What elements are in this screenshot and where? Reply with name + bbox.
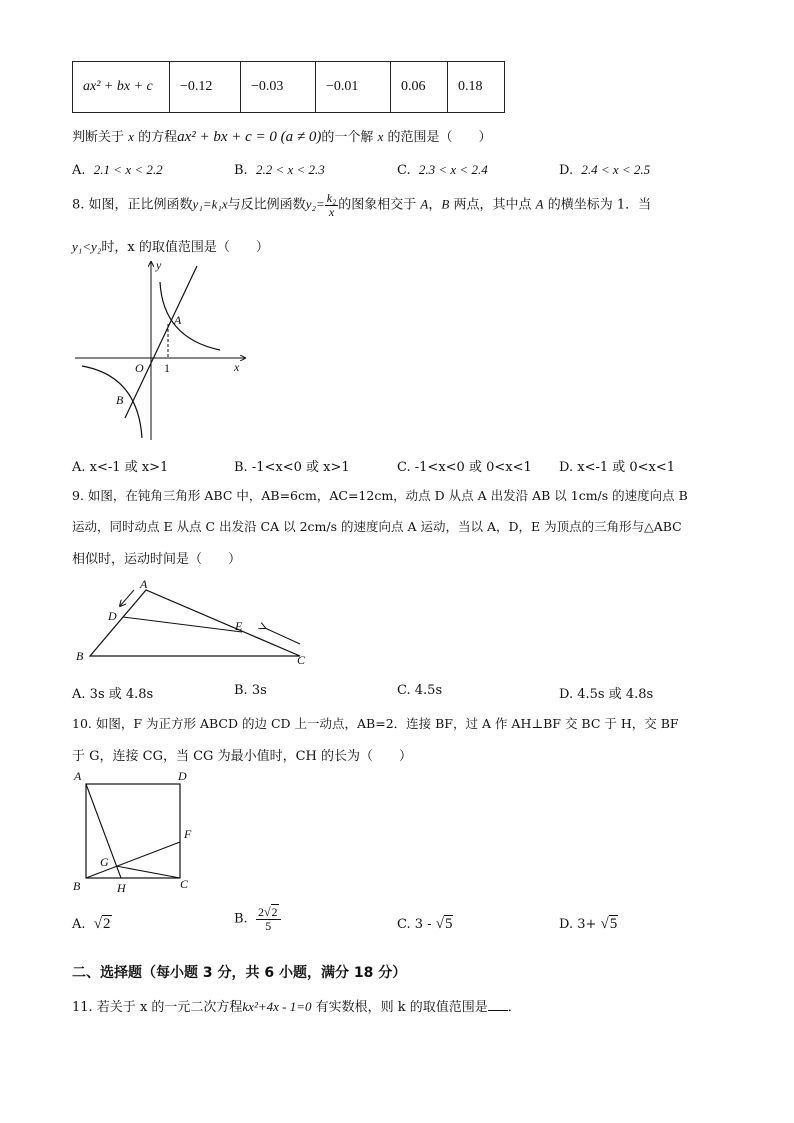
label-f: F bbox=[184, 827, 192, 841]
label-d: D bbox=[108, 609, 117, 623]
q8-stem-line1: 8. 如图，正比例函数y₁=k₁x与反比例函数y₂= $\frac{\text{k₂}}{x}$ 的图象相交于 A，B 两点，其中点 A 的横坐标为 1．当 bbox=[72, 191, 652, 219]
label-x: x bbox=[234, 360, 240, 374]
label-a: A bbox=[74, 769, 82, 783]
section-heading: 二、选择题（每小题 3 分，共 6 小题，满分 18 分） bbox=[72, 965, 407, 981]
q10-stem-line1: 10. 如图，F 为正方形 ABCD 的边 CD 上一动点，AB=2．连接 BF，过 A 作 AH⊥BF 交 BC 于 H，交 BF bbox=[72, 716, 679, 731]
label-b: B bbox=[116, 393, 124, 407]
table-header-cell: ax² + bx + c bbox=[73, 62, 170, 113]
label-e: E bbox=[235, 619, 243, 633]
segment-cg bbox=[116, 866, 180, 878]
answer-blank[interactable] bbox=[488, 998, 508, 1011]
q9-option-d[interactable]: D. 4.5s 或 4.8s bbox=[559, 687, 654, 702]
hyperbola-branch-q3 bbox=[82, 366, 142, 438]
q8-option-b[interactable]: B. -1<x<0 或 x>1 bbox=[234, 460, 350, 475]
label-b: B bbox=[73, 879, 81, 893]
segment-de bbox=[123, 617, 242, 632]
q10-square-figure bbox=[70, 768, 200, 896]
triangle-abc bbox=[90, 590, 300, 656]
q10-option-a[interactable]: A. √2 bbox=[72, 916, 111, 932]
q9-option-c[interactable]: C. 4.5s bbox=[397, 683, 443, 698]
q10-option-c[interactable]: C. 3 - √5 bbox=[397, 916, 453, 932]
label-g: G bbox=[100, 855, 109, 869]
q9-stem-line2: 运动，同时动点 E 从点 C 出发沿 CA 以 2cm/s 的速度向点 A 运动，当以 A，D，E 为顶点的三角形与△ABC bbox=[72, 519, 682, 534]
value-table bbox=[72, 61, 505, 113]
hyperbola-branch-q1 bbox=[160, 282, 220, 350]
table-cell: −0.03 bbox=[241, 62, 316, 113]
q7-option-a[interactable]: A. 2.1 < x < 2.2 bbox=[72, 162, 163, 178]
q7-option-d[interactable]: D. 2.4 < x < 2.5 bbox=[559, 162, 651, 178]
label-d: D bbox=[178, 769, 187, 783]
label-y: y bbox=[156, 258, 162, 272]
q8-graph-figure bbox=[70, 258, 255, 443]
table-cell: 0.18 bbox=[448, 62, 505, 113]
q10-stem-line2: 于 G，连接 CG，当 CG 为最小值时，CH 的长为（ ） bbox=[72, 749, 412, 764]
table-row bbox=[73, 62, 505, 113]
q9-stem-line1: 9. 如图，在钝角三角形 ABC 中，AB=6cm，AC=12cm，动点 D 从点 A 出发沿 AB 以 1cm/s 的速度向点 B bbox=[72, 488, 688, 503]
label-c: C bbox=[180, 877, 189, 891]
q9-stem-line3: 相似时，运动时间是（ ） bbox=[72, 552, 242, 567]
arrow-d bbox=[120, 590, 134, 606]
q9-option-a[interactable]: A. 3s 或 4.8s bbox=[72, 687, 154, 702]
q11-stem: 11. 若关于 x 的一元二次方程kx²+4x - 1=0 有实数根，则 k 的取值范围是 ． bbox=[72, 999, 521, 1015]
q9-option-b[interactable]: B. 3s bbox=[234, 683, 267, 698]
label-h: H bbox=[117, 881, 126, 895]
q7-option-b[interactable]: B. 2.2 < x < 2.3 bbox=[234, 162, 325, 178]
label-one: 1 bbox=[164, 361, 170, 375]
q8-option-a[interactable]: A. x<-1 或 x>1 bbox=[72, 460, 169, 475]
table-cell: −0.12 bbox=[170, 62, 241, 113]
table-cell: 0.06 bbox=[391, 62, 448, 113]
label-a: A bbox=[140, 577, 148, 591]
q10-option-b[interactable]: B. $\frac{2√2}{5}$ bbox=[234, 906, 281, 932]
q8-option-c[interactable]: C. -1<x<0 或 0<x<1 bbox=[397, 460, 532, 475]
label-a: A bbox=[174, 313, 182, 327]
q8-stem-line2: y₁<y₂时，x 的取值范围是（ ） bbox=[72, 239, 269, 255]
q9-triangle-figure bbox=[70, 574, 320, 668]
label-c: C bbox=[297, 653, 306, 667]
q10-option-d[interactable]: D. 3+ √5 bbox=[559, 916, 618, 932]
table-cell: −0.01 bbox=[316, 62, 391, 113]
label-b: B bbox=[76, 649, 84, 663]
arrow-e bbox=[265, 628, 300, 644]
q8-option-d[interactable]: D. x<-1 或 0<x<1 bbox=[559, 460, 676, 475]
q7-stem: 判断关于 x 的方程ax² + bx + c = 0 (a ≠ 0)的一个解 x 的范围是（ ） bbox=[72, 129, 492, 145]
label-o: O bbox=[135, 361, 144, 375]
q7-option-c[interactable]: C. 2.3 < x < 2.4 bbox=[397, 162, 488, 178]
